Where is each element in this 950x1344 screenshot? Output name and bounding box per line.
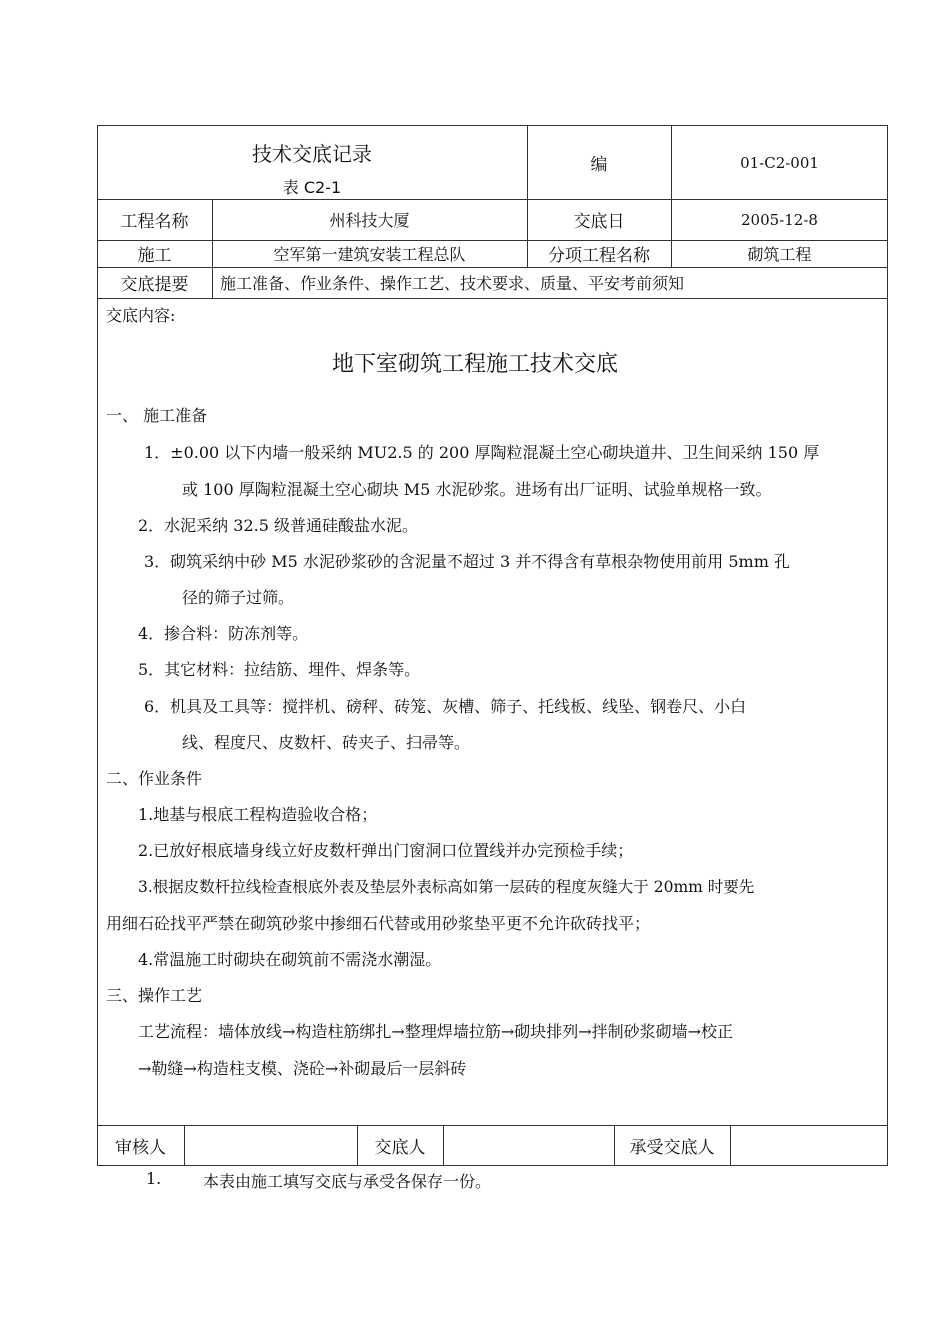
receiver-label: 承受交底人 bbox=[629, 1138, 715, 1158]
disclosure-date-label: 交底日 bbox=[573, 212, 625, 232]
summary-label: 交底提要 bbox=[120, 275, 189, 295]
footnote-text: 本表由施工填写交底与承受各保存一份。 bbox=[203, 1172, 492, 1191]
content-line: 1.地基与根底工程构造验收合格； bbox=[138, 805, 378, 824]
construction-label: 施工 bbox=[137, 246, 172, 266]
content-line: 5．其它材料：拉结筋、埋件、焊条等。 bbox=[138, 660, 421, 679]
project-name-value: 州科技大厦 bbox=[329, 211, 410, 230]
footnote-number: 1. bbox=[146, 1169, 162, 1188]
number-label: 编 bbox=[590, 155, 608, 175]
content-line: 2．水泥采纳 32.5 级普通硅酸盐水泥。 bbox=[138, 516, 418, 535]
document-title: 地下室砌筑工程施工技术交底 bbox=[331, 352, 618, 377]
row-divider bbox=[97, 298, 888, 299]
discloser-signature-field[interactable] bbox=[443, 1125, 614, 1166]
content-line: 3.根据皮数杆拉线检查根底外表及垫层外表标高如第一层砖的程度灰缝大于 20mm 时要先 bbox=[138, 878, 755, 896]
content-line: 径的筛子过筛。 bbox=[182, 588, 295, 607]
content-line: 工艺流程：墙体放线→构造柱筋绑扎→整理焊墙拉筋→砌块排列→拌制砂浆砌墙→校正 bbox=[138, 1022, 734, 1041]
content-line: 1．±0.00 以下内墙一般采纳 MU2.5 的 200 厚陶粒混凝土空心砌块道井、卫生间采纳 150 厚 bbox=[144, 443, 820, 462]
subitem-value: 砌筑工程 bbox=[747, 245, 812, 264]
content-label: 交底内容: bbox=[106, 306, 176, 325]
content-line: 4．掺合料：防冻剂等。 bbox=[138, 624, 309, 643]
reviewer-label: 审核人 bbox=[115, 1138, 166, 1158]
disclosure-date-value: 2005-12-8 bbox=[741, 210, 818, 229]
content-line: 3．砌筑采纳中砂 M5 水泥砂浆砂的含泥量不超过 3 并不得含有草根杂物使用前用 5mm 孔 bbox=[144, 552, 790, 571]
receiver-signature-field[interactable] bbox=[730, 1125, 888, 1166]
construction-value: 空军第一建筑安装工程总队 bbox=[273, 245, 466, 264]
section-heading: 三、操作工艺 bbox=[106, 986, 203, 1005]
discloser-label: 交底人 bbox=[374, 1138, 426, 1158]
form-title: 技术交底记录 bbox=[252, 141, 372, 166]
section-heading: 二、作业条件 bbox=[106, 769, 203, 788]
content-line: 2.已放好根底墙身线立好皮数杆弹出门窗洞口位置线并办完预检手续； bbox=[138, 841, 634, 860]
summary-value: 施工准备、作业条件、操作工艺、技术要求、质量、平安考前须知 bbox=[220, 274, 685, 293]
content-line: 用细石砼找平严禁在砌筑砂浆中掺细石代替或用砂浆垫平更不允许砍砖找平； bbox=[106, 914, 651, 933]
content-line: →勒缝→构造柱支模、浇砼→补砌最后一层斜砖 bbox=[138, 1059, 467, 1078]
project-name-label: 工程名称 bbox=[120, 212, 189, 232]
section-heading: 一、 施工准备 bbox=[106, 406, 208, 425]
content-line: 或 100 厚陶粒混凝土空心砌块 M5 水泥砂浆。进场有出厂证明、试验单规格一致。 bbox=[182, 480, 772, 499]
reviewer-signature-field[interactable] bbox=[184, 1125, 357, 1166]
number-value: 01-C2-001 bbox=[740, 153, 819, 172]
content-line: 线、程度尺、皮数杆、砖夹子、扫帚等。 bbox=[182, 733, 471, 752]
content-line: 4.常温施工时砌块在砌筑前不需浇水潮湿。 bbox=[138, 950, 442, 969]
subitem-label: 分项工程名称 bbox=[548, 246, 650, 266]
content-line: 6．机具及工具等：搅拌机、磅秤、砖笼、灰槽、筛子、托线板、线坠、钢卷尺、小白 bbox=[144, 697, 747, 716]
form-code: 表 C2-1 bbox=[282, 177, 342, 197]
